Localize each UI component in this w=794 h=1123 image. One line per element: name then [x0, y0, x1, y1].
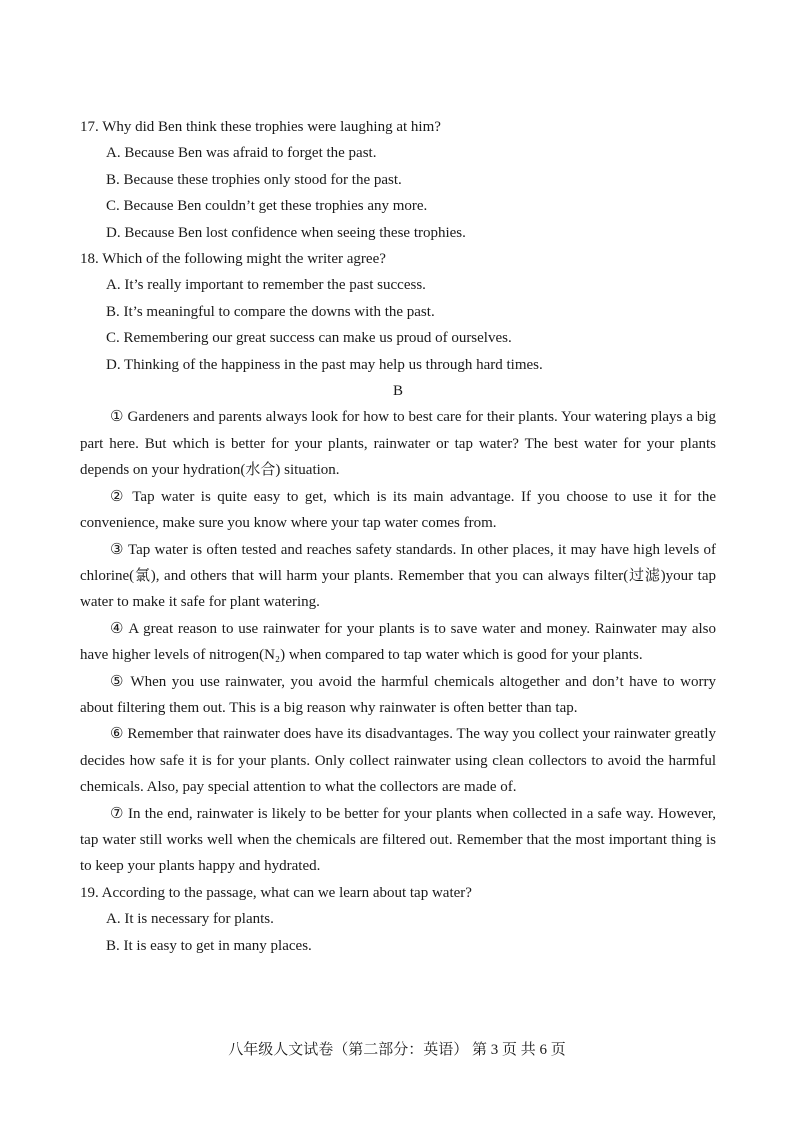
question-19-option-b: B. It is easy to get in many places.	[106, 937, 312, 954]
passage-paragraph-3: ③ Tap water is often tested and reaches safety standards. In other places, it may have high levels of chlorine(氯), and others that will harm your plants. Remember that you can always filter(过滤)your tap water to make it safe for plant watering.	[80, 541, 716, 611]
question-18-option-c: C. Remembering our great success can make us proud of ourselves.	[106, 330, 512, 347]
passage-paragraph-6: ⑥ Remember that rainwater does have its disadvantages. The way you collect your rainwater greatly decides how safe it is for your plants. Only collect rainwater using clean collectors to avoid the harmful chemicals. Also, pay special attention to what the collectors are made of.	[80, 726, 716, 796]
page-content	[80, 114, 716, 959]
section-title: B	[392, 383, 403, 400]
question-17-option-d: D. Because Ben lost confidence when seeing these trophies.	[106, 224, 466, 241]
question-18-stem: 18. Which of the following might the writer agree?	[80, 251, 386, 268]
question-19-stem: 19. According to the passage, what can we learn about tap water?	[80, 884, 472, 901]
question-17-option-c: C. Because Ben couldn’t get these trophies any more.	[106, 198, 428, 215]
page-footer: 八年级人文试卷（第二部分：英语） 第 3 页 共 6 页	[228, 1042, 566, 1058]
question-17-stem: 17. Why did Ben think these trophies were laughing at him?	[80, 119, 441, 135]
passage-paragraph-4: ④ A great reason to use rainwater for your plants is to save water and money. Rainwater may also have higher levels of nitrogen(N₂) when compared to tap water which is good for your plants.	[80, 620, 716, 664]
question-18-option-b: B. It’s meaningful to compare the downs with the past.	[106, 303, 435, 320]
question-17-option-a: A. Because Ben was afraid to forget the past.	[106, 145, 377, 162]
passage-paragraph-2: ② Tap water is quite easy to get, which is its main advantage. If you choose to use it for the convenience, make sure you know where your tap water comes from.	[80, 488, 716, 532]
question-18-option-d: D. Thinking of the happiness in the past may help us through hard times.	[106, 356, 543, 373]
passage-paragraph-7: ⑦ In the end, rainwater is likely to be better for your plants when collected in a safe way. However, tap water still works well when the chemicals are filtered out. Remember that the most important thing is to keep your plants happy and hydrated.	[80, 805, 716, 875]
passage-paragraph-5: ⑤ When you use rainwater, you avoid the harmful chemicals altogether and don’t have to worry about filtering them out. This is a big reason why rainwater is often better than tap.	[80, 673, 716, 716]
question-18-option-a: A. It’s really important to remember the past success.	[106, 277, 426, 294]
question-17-option-b: B. Because these trophies only stood for the past.	[106, 171, 402, 188]
question-19-option-a: A. It is necessary for plants.	[106, 911, 274, 928]
passage-paragraph-1: ① Gardeners and parents always look for how to best care for their plants. Your watering plays a big part here. But which is better for your plants, rainwater or tap water? The best water for your plants depends on your hydration(水合) situation.	[80, 409, 716, 479]
